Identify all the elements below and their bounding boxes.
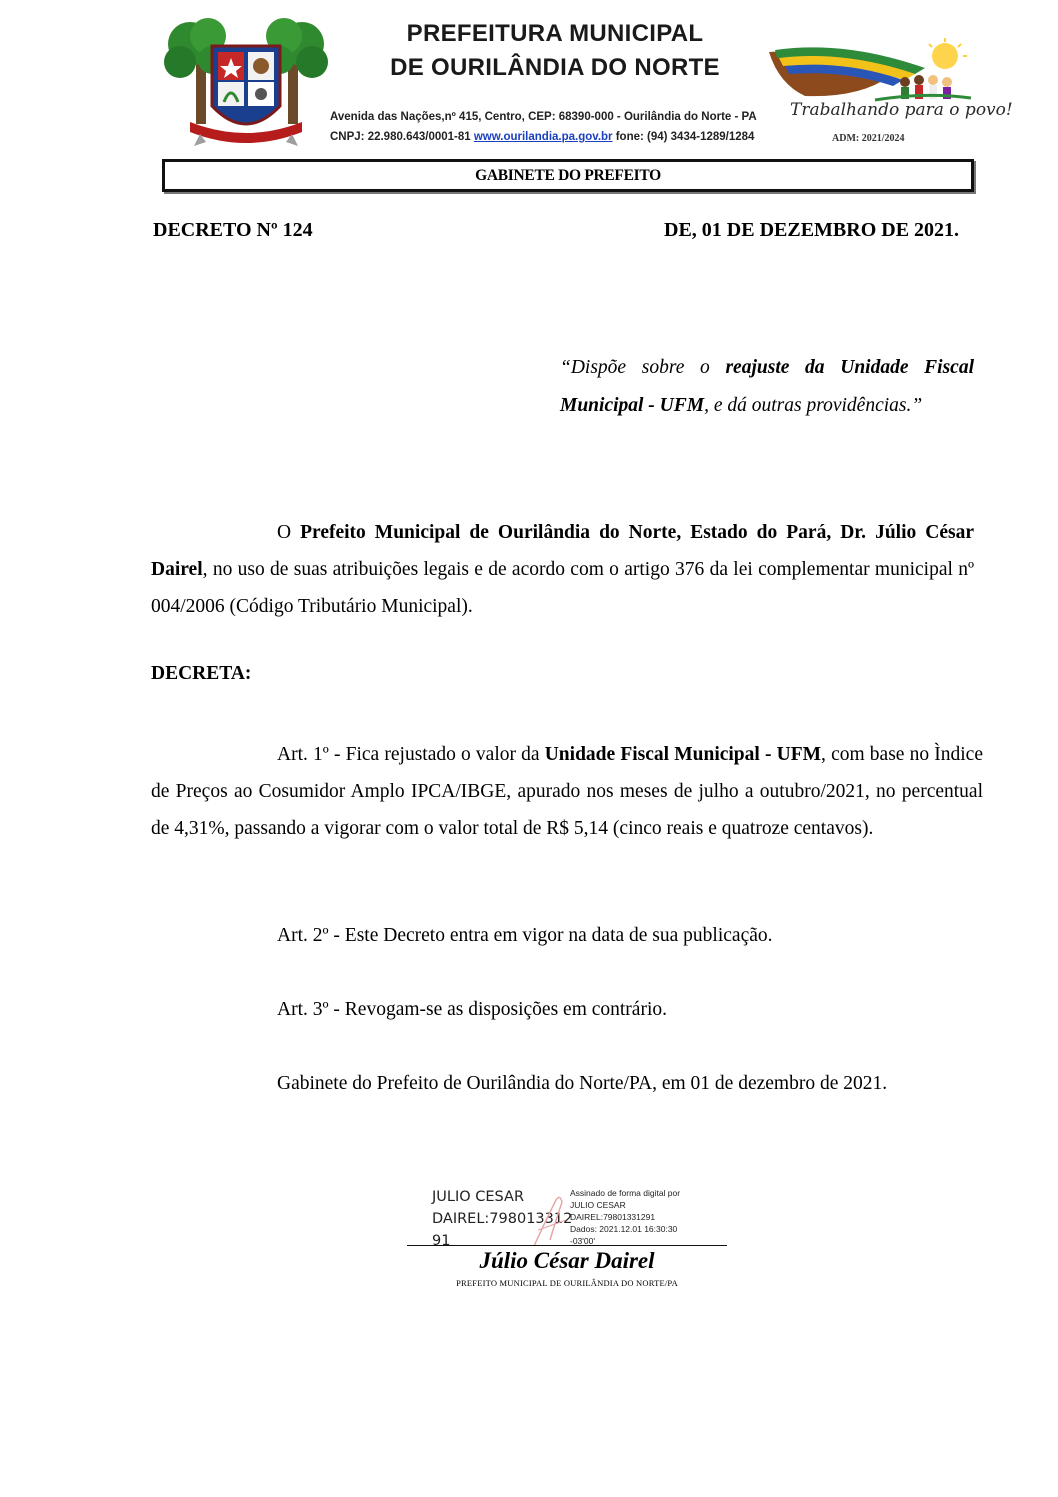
decree-date: DE, 01 DE DEZEMBRO DE 2021. [664,219,960,241]
summary-emphasis: reajuste da Unidade Fiscal Municipal - UFM [560,357,974,416]
preamble-paragraph [151,514,974,625]
digital-signature-line4: Dados: 2021.12.01 16:30:30 [570,1224,678,1234]
closing-statement: Gabinete do Prefeito de Ourilândia do Norte/PA, em 01 de dezembro de 2021. [277,1073,888,1094]
municipal-coat-of-arms [160,14,332,154]
signer-role: PREFEITO MUNICIPAL DE OURILÂNDIA DO NORTE/PA [456,1278,678,1288]
prefeitura-title-line2: DE OURILÂNDIA DO NORTE [390,54,720,81]
administration-term: ADM: 2021/2024 [832,133,905,144]
signer-name-line2: DAIREL:798013312 [432,1211,573,1227]
digital-signature-line3: DAIREL:79801331291 [570,1212,656,1222]
article-1-emphasis: Unidade Fiscal Municipal - UFM [544,744,822,765]
signature-line [407,1245,727,1246]
preamble-authority: Prefeito Municipal de Ourilândia do Norte, Estado do Pará, Dr. Júlio César Dairel [151,522,974,580]
prefeitura-title-line1: PREFEITURA MUNICIPAL [406,20,704,47]
header-contact-line [330,131,754,143]
signer-name-line3: 91 [432,1233,451,1249]
article-3: Art. 3º - Revogam-se as disposições em contrário. [277,999,667,1020]
decree-summary [560,349,974,425]
header-cnpj: CNPJ: 22.980.643/0001-81 [330,131,471,143]
administration-slogan: Trabalhando para o povo! [790,100,1013,120]
header-website-link[interactable]: www.ourilandia.pa.gov.br [473,131,613,143]
article-2: Art. 2º - Este Decreto entra em vigor na data de sua publicação. [277,925,773,946]
article-1-text-end: , com base no Ìndice de Preços ao Cosumidor Amplo IPCA/IBGE, apurado nos meses de julho a outubro/2021, no percentual de 4,31%, passando a vigorar com o valor total de R$ 5,14 (cinco reais e quatroze centavos). [151,744,983,839]
preamble-text-start: O [277,522,301,543]
summary-close: , e dá outras providências.” [704,395,923,416]
digital-signature-line1: Assinado de forma digital por [570,1188,681,1198]
department-banner [162,159,974,192]
digital-signature-line5: -03'00' [570,1236,595,1246]
department-label: GABINETE DO PREFEITO [475,166,661,184]
header-phone: fone: (94) 3434-1289/1284 [615,131,755,143]
article-1-text-start: Art. 1º - Fica rejustado o valor da [277,744,545,765]
signer-name-line1: JULIO CESAR [432,1189,525,1205]
digital-signature-mark [526,1190,574,1250]
preamble-text-end: , no uso de suas atribuições legais e de acordo com o artigo 376 da lei complementar municipal nº 004/2006 (Código Tributário Municipal). [151,559,974,617]
decreta-heading: DECRETA: [151,663,252,684]
decree-number: DECRETO Nº 124 [153,219,313,241]
signer-name: Júlio César Dairel [479,1248,655,1273]
digital-signature-line2: JULIO CESAR [570,1200,626,1210]
article-1 [151,736,983,847]
header-address: Avenida das Nações,nº 415, Centro, CEP: 68390-000 - Ourilândia do Norte - PA [330,111,757,123]
digital-signature-details [570,1187,680,1247]
summary-open: “Dispõe sobre o [560,357,726,378]
